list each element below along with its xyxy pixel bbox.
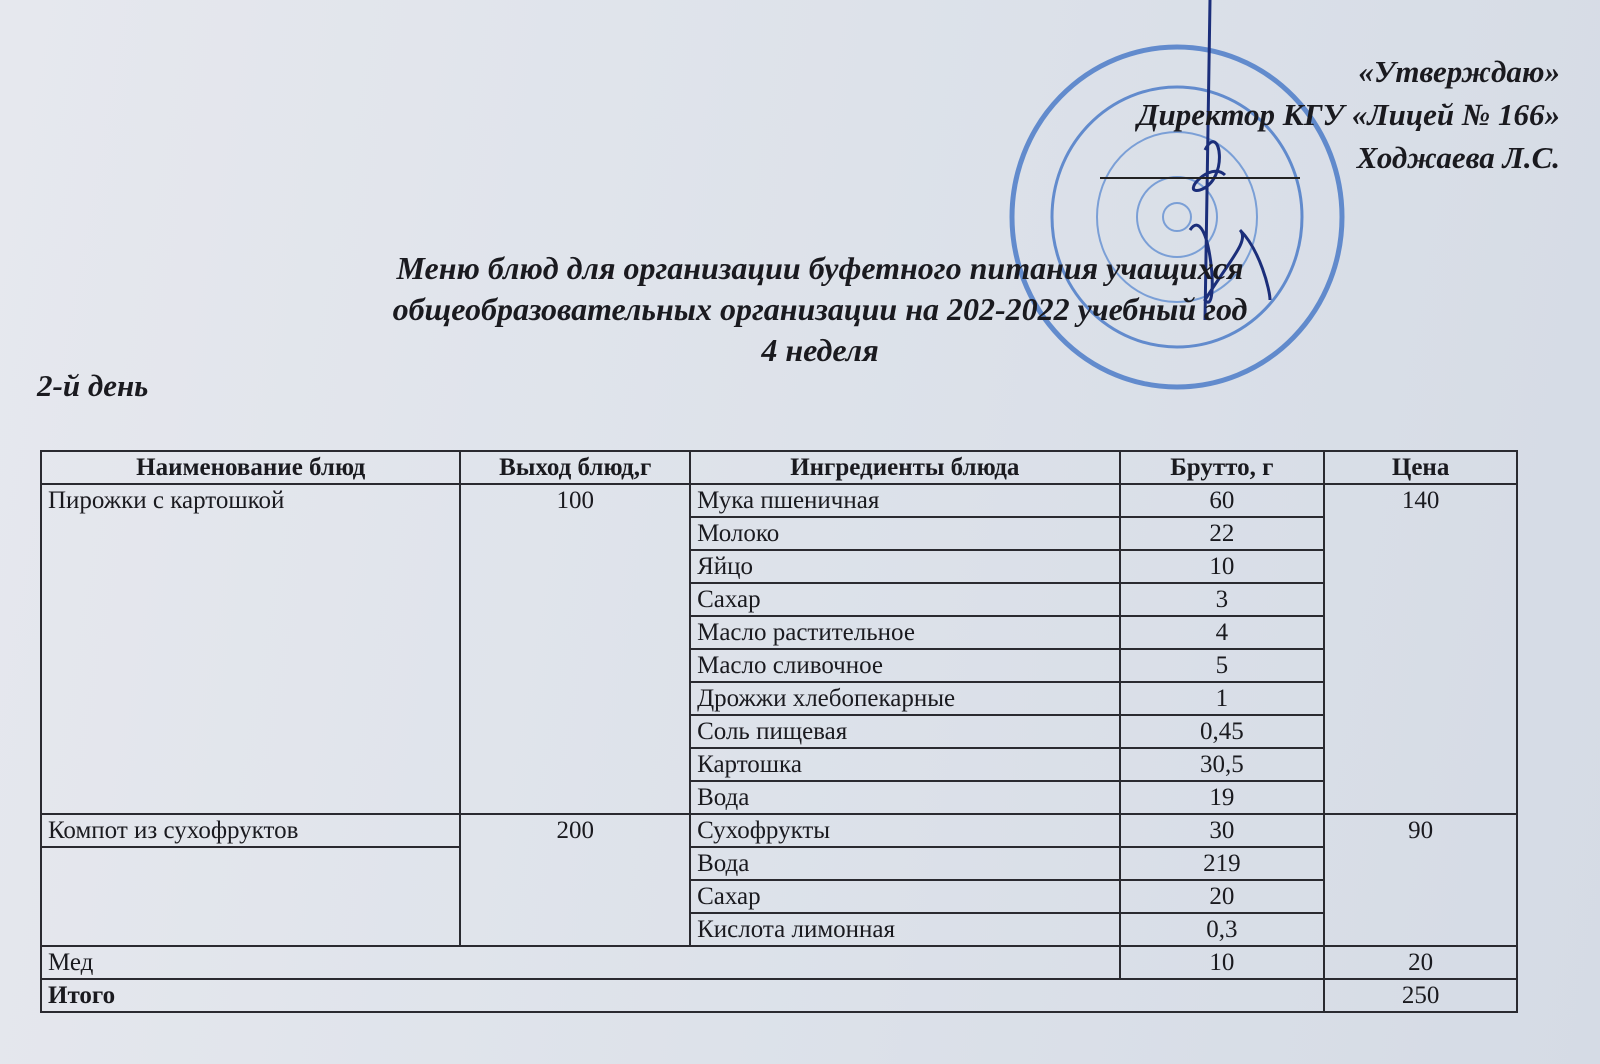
total-price: 250 — [1324, 979, 1517, 1012]
ingredient-name: Мука пшеничная — [690, 484, 1119, 517]
dish-yield: 200 — [460, 814, 690, 946]
ingredient-name: Масло сливочное — [690, 649, 1119, 682]
ingredient-gross: 60 — [1120, 484, 1325, 517]
dish-name-empty — [41, 847, 460, 946]
table-row — [41, 814, 1517, 847]
column-header: Цена — [1324, 451, 1517, 484]
honey-price: 20 — [1324, 946, 1517, 979]
approval-name: Ходжаева Л.С. — [1356, 140, 1560, 175]
ingredient-gross: 30,5 — [1120, 748, 1325, 781]
dish-price: 90 — [1324, 814, 1517, 946]
ingredient-name: Сухофрукты — [690, 814, 1119, 847]
column-header: Брутто, г — [1120, 451, 1325, 484]
dish-name: Компот из сухофруктов — [41, 814, 460, 847]
ingredient-gross: 30 — [1120, 814, 1325, 847]
ingredient-name: Сахар — [690, 880, 1119, 913]
honey-gross: 10 — [1120, 946, 1325, 979]
document-title — [300, 248, 1340, 371]
ingredient-gross: 22 — [1120, 517, 1325, 550]
ingredient-gross: 20 — [1120, 880, 1325, 913]
approval-position: Директор КГУ «Лицей № 166» — [1137, 97, 1560, 132]
approval-block — [1137, 50, 1560, 179]
ingredient-name: Кислота лимонная — [690, 913, 1119, 946]
ingredient-name: Картошка — [690, 748, 1119, 781]
ingredient-gross: 0,3 — [1120, 913, 1325, 946]
ingredient-name: Яйцо — [690, 550, 1119, 583]
menu-table — [40, 450, 1518, 1013]
ingredient-gross: 4 — [1120, 616, 1325, 649]
day-label: 2-й день — [37, 368, 149, 403]
signature-line — [1100, 177, 1300, 179]
title-week: 4 неделя — [761, 332, 879, 368]
ingredient-gross: 1 — [1120, 682, 1325, 715]
column-header: Выход блюд,г — [460, 451, 690, 484]
ingredient-name: Масло растительное — [690, 616, 1119, 649]
dish-price: 140 — [1324, 484, 1517, 814]
ingredient-name: Вода — [690, 847, 1119, 880]
column-header: Наименование блюд — [41, 451, 460, 484]
ingredient-gross: 0,45 — [1120, 715, 1325, 748]
column-header: Ингредиенты блюда — [690, 451, 1119, 484]
ingredient-gross: 5 — [1120, 649, 1325, 682]
total-label: Итого — [41, 979, 1324, 1012]
ingredient-name: Молоко — [690, 517, 1119, 550]
ingredient-gross: 10 — [1120, 550, 1325, 583]
ingredient-gross: 3 — [1120, 583, 1325, 616]
honey-name: Мед — [41, 946, 1120, 979]
dish-name: Пирожки с картошкой — [41, 484, 460, 814]
ingredient-name: Дрожжи хлебопекарные — [690, 682, 1119, 715]
approval-heading: «Утверждаю» — [1358, 54, 1560, 89]
ingredient-gross: 19 — [1120, 781, 1325, 814]
ingredient-name: Соль пищевая — [690, 715, 1119, 748]
title-line-1: Меню блюд для организации буфетного питания учащихся — [396, 250, 1244, 286]
title-line-2: общеобразовательных организации на 202-2022 учебный год — [392, 291, 1248, 327]
ingredient-gross: 219 — [1120, 847, 1325, 880]
ingredient-name: Вода — [690, 781, 1119, 814]
honey-row — [41, 946, 1517, 979]
dish-yield: 100 — [460, 484, 690, 814]
ingredient-name: Сахар — [690, 583, 1119, 616]
total-row — [41, 979, 1517, 1012]
table-row — [41, 847, 1517, 880]
table-header-row — [41, 451, 1517, 484]
table-row — [41, 484, 1517, 517]
